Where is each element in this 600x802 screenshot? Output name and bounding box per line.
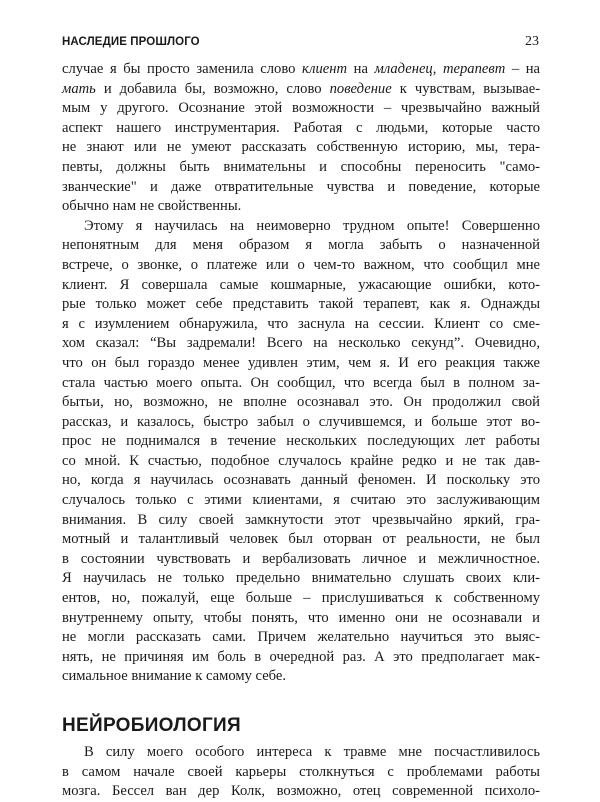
text-line: непонятным для меня образом я могла забыть о назначенной xyxy=(62,237,540,254)
text-line: случалось только с этими клиентами, я считаю это заслуживающим xyxy=(62,492,540,509)
text-line: что он был гораздо менее удивлен этим, чем я. И его реакция также xyxy=(62,354,540,371)
text-line: мым у другого. Осознание этой возможности – чрезвычайно важный xyxy=(62,100,540,117)
text-line: нять, не причиняя им боль в очередной раз. А это предполагает мак- xyxy=(62,648,540,665)
text-line: мозга. Бессел ван дер Колк, возможно, отец современной психоло- xyxy=(62,783,540,800)
page-number: 23 xyxy=(525,34,539,49)
text-line: аспект нашего инструментария. Работая с людьми, которые часто xyxy=(62,119,540,136)
paragraph-3 xyxy=(62,743,540,802)
text-line: случае я бы просто заменила слово клиент на младенец, терапевт – на xyxy=(62,61,540,77)
paragraph-2 xyxy=(62,217,540,687)
text-line: встрече, о звонке, о платеже или о чем-то важном, что сообщил мне xyxy=(62,256,540,273)
text-line: не знают или не умеют рассказать собственную историю, мы, тера- xyxy=(62,139,540,156)
text-line: хом сказал: “Вы задремали! Всего на несколько секунд”. Очевидно, xyxy=(62,335,540,352)
text-line: но, когда я научилась осознавать данный феномен. И поскольку это xyxy=(62,472,540,489)
text-line: прос не поднимался в течение нескольких последующих лет работы xyxy=(62,433,540,450)
text-line: не могли рассказать сами. Причем желательно научиться это выяс- xyxy=(62,629,540,646)
text-line: мотный и талантливый человек был оторван от реальности, не был xyxy=(62,531,540,548)
section-heading: НЕЙРОБИОЛОГИЯ xyxy=(62,715,241,736)
text-line: певты, должны быть внимательны и способны переносить "само- xyxy=(62,158,540,175)
text-line: в состоянии чувствовать и вербализовать личное и межличностное. xyxy=(62,550,540,567)
running-head: НАСЛЕДИЕ ПРОШЛОГО xyxy=(62,36,200,48)
text-line: со мной. К счастью, подобное случалось крайне редко и не так дав- xyxy=(62,452,540,469)
paragraph-1 xyxy=(62,60,540,217)
text-line: рые только может себе представить такой терапевт, как я. Однажды xyxy=(62,296,540,313)
text-line: в самом начале своей карьеры столкнуться с проблемами работы xyxy=(62,763,540,780)
page-header xyxy=(62,34,539,50)
text-line: обычно нам не свойственны. xyxy=(62,198,242,215)
text-line: Я научилась не только предельно внимательно слушать своих кли- xyxy=(62,570,540,587)
text-line: бытьи, но, возможно, не вполне осознавал это. Он продолжил свой xyxy=(62,394,540,411)
text-line: симальное внимание к самому себе. xyxy=(62,668,287,685)
text-line: мать и добавила бы, возможно, слово поведение к чувствам, вызывае- xyxy=(62,80,541,97)
text-line: званческие" и даже отвратительные чувства и поведение, которые xyxy=(62,178,540,195)
text-line: рассказ, и казалось, быстро забыл о случившемся, и больше этот во- xyxy=(62,413,540,430)
text-line: внимания. В силу своей замкнутости этот чрезвычайно яркий, гра- xyxy=(62,511,540,528)
text-line: ентов, но, пожалуй, еще больше – прислушиваться к собственному xyxy=(62,590,540,607)
text-line: В силу моего особого интереса к травме мне посчастливилось xyxy=(84,744,540,760)
text-line: Этому я научилась на неимоверно трудном опыте! Совершенно xyxy=(84,217,540,234)
page-body xyxy=(62,60,540,802)
text-line: клиент. Я совершала самые кошмарные, ужасающие ошибки, кото- xyxy=(62,276,540,293)
text-line: стала частью моего опыта. Он сообщил, что всегда был в полном за- xyxy=(62,374,540,391)
text-line: внутреннему опыту, чтобы понять, что именно они не осознавали и xyxy=(62,609,540,626)
text-line: я с изумлением обнаружила, что заснула на сессии. Клиент со сме- xyxy=(62,315,540,332)
